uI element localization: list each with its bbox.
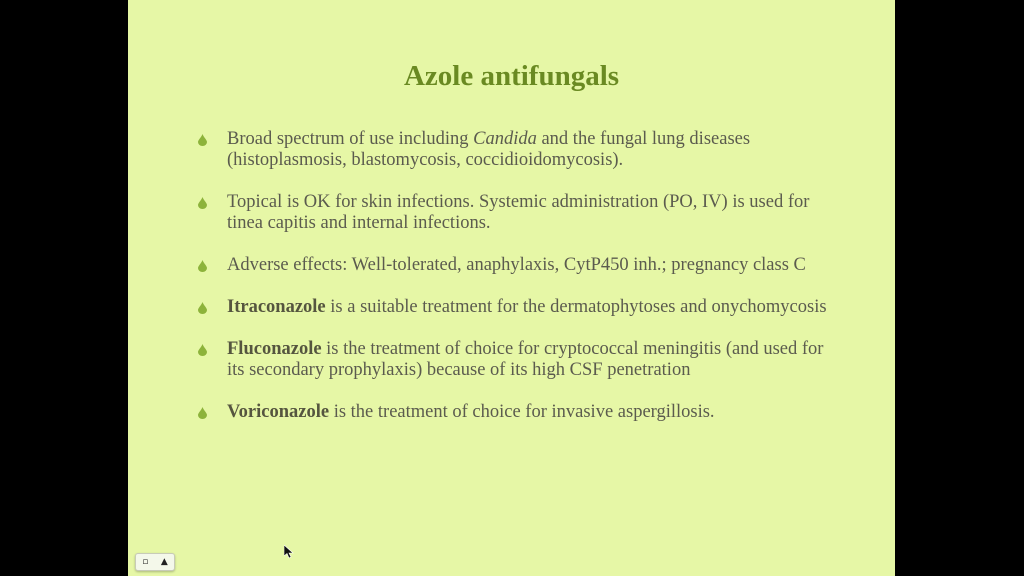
bullet-text-italic: Candida xyxy=(473,129,537,149)
green-drop-icon xyxy=(198,344,207,356)
bullet-item xyxy=(198,402,838,423)
bullet-item xyxy=(198,192,838,234)
bullet-text: Topical is OK for skin infections. Systemic administration (PO, IV) is used for tinea capitis and internal infections. xyxy=(227,192,810,233)
slideshow-controls xyxy=(135,553,175,571)
green-drop-icon xyxy=(198,197,207,209)
bullet-text: is a suitable treatment for the dermatophytoses and onychomycosis xyxy=(325,297,827,317)
slide-navigator-button[interactable]: ▫ xyxy=(142,557,149,567)
bullet-text: Adverse effects: Well-tolerated, anaphylaxis, CytP450 inh.; pregnancy class C xyxy=(227,255,806,275)
bullet-text: is the treatment of choice for cryptococcal meningitis (and used for its secondary prophylaxis) because of its high CSF penetration xyxy=(227,339,824,380)
bullet-item xyxy=(198,297,838,318)
drug-name: Fluconazole xyxy=(227,339,322,359)
mouse-cursor-icon xyxy=(284,545,294,559)
bullet-text-pre: Broad spectrum of use including xyxy=(227,129,474,149)
drug-name: Voriconazole xyxy=(227,402,330,422)
green-drop-icon xyxy=(198,302,207,314)
bullet-item xyxy=(198,255,838,276)
up-arrow-button[interactable]: ▲ xyxy=(160,557,168,567)
green-drop-icon xyxy=(198,260,207,272)
bullet-text: is the treatment of choice for invasive aspergillosis. xyxy=(329,402,715,422)
bullet-item xyxy=(198,339,838,381)
slide-title: Azole antifungals xyxy=(403,60,620,92)
bullet-list xyxy=(198,129,838,444)
drug-name: Itraconazole xyxy=(227,297,326,317)
slide xyxy=(128,0,895,576)
green-drop-icon xyxy=(198,407,207,419)
bullet-text-post: and the fungal lung diseases (histoplasmosis, blastomycosis, coccidioidomycosis). xyxy=(227,129,751,170)
green-drop-icon xyxy=(198,134,207,146)
bullet-item xyxy=(198,129,838,171)
